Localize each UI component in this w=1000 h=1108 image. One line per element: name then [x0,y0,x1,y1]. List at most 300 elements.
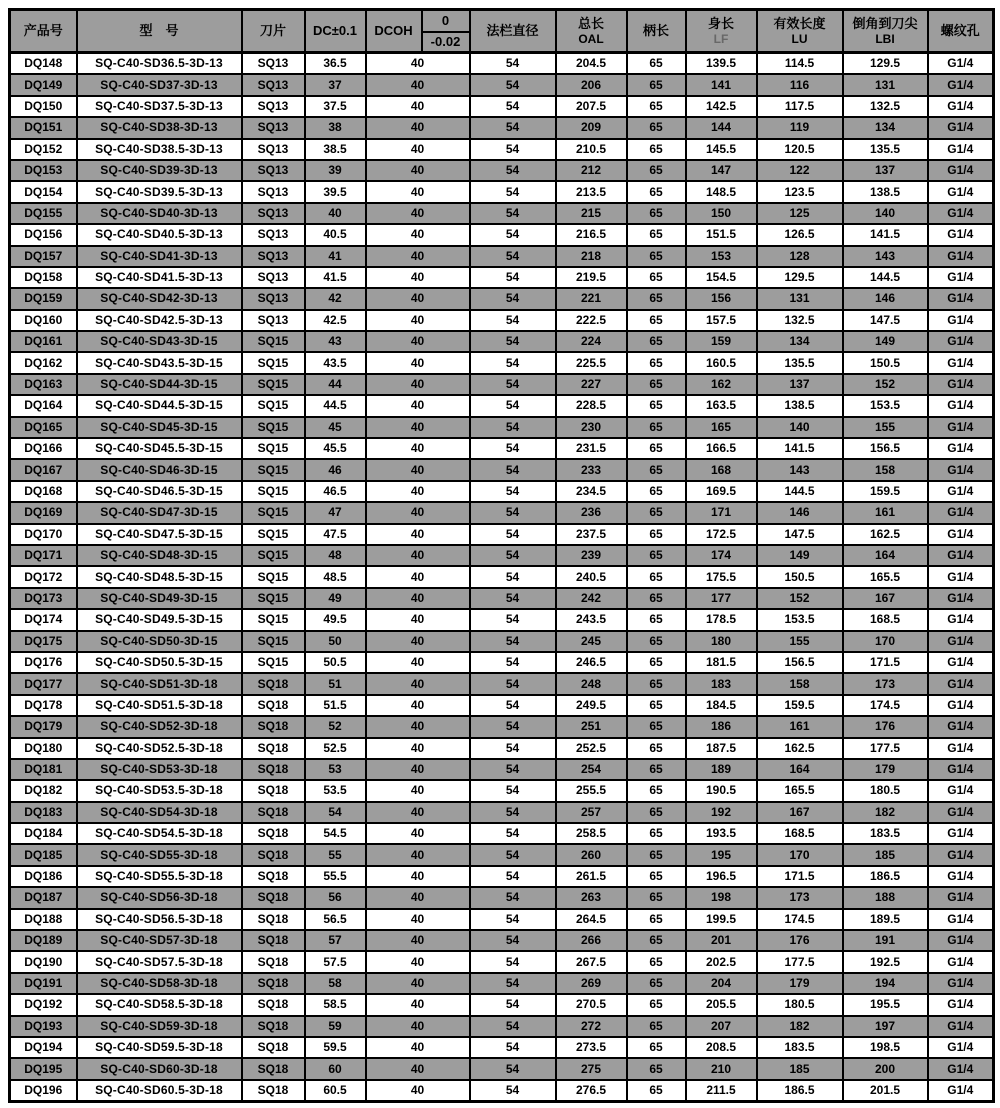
cell-shank: 65 [627,374,686,395]
cell-shank: 65 [627,909,686,930]
cell-thread: G1/4 [928,74,994,95]
cell-shank: 65 [627,1058,686,1079]
cell-product: DQ181 [10,759,77,780]
cell-dc: 46.5 [305,481,366,502]
cell-blade: SQ13 [242,160,305,181]
cell-model: SQ-C40-SD45-3D-15 [77,417,242,438]
cell-lf: 204 [686,973,757,994]
cell-flange: 54 [470,566,556,587]
cell-oal: 237.5 [556,524,627,545]
cell-lbi: 162.5 [843,524,928,545]
cell-shank: 65 [627,930,686,951]
cell-product: DQ194 [10,1037,77,1058]
cell-dc: 48 [305,545,366,566]
cell-lbi: 131 [843,74,928,95]
header-effective-length-en: LU [791,31,808,46]
cell-blade: SQ13 [242,74,305,95]
cell-product: DQ195 [10,1058,77,1079]
cell-lf: 157.5 [686,310,757,331]
cell-lu: 147.5 [757,524,843,545]
cell-dcoh: 40 [366,1016,470,1037]
cell-product: DQ175 [10,631,77,652]
cell-dcoh: 40 [366,96,470,117]
cell-lf: 175.5 [686,566,757,587]
header-chamfer-to-tip-cn: 倒角到刀尖 [852,16,918,32]
cell-lf: 150 [686,203,757,224]
cell-dc: 59.5 [305,1037,366,1058]
cell-shank: 65 [627,866,686,887]
cell-dcoh: 40 [366,139,470,160]
header-overall-length-en: OAL [578,31,604,46]
cell-dc: 57 [305,930,366,951]
cell-dcoh: 40 [366,1080,470,1102]
cell-flange: 54 [470,203,556,224]
cell-dcoh: 40 [366,395,470,416]
cell-blade: SQ18 [242,951,305,972]
cell-oal: 254 [556,759,627,780]
cell-lu: 173 [757,887,843,908]
cell-product: DQ189 [10,930,77,951]
cell-flange: 54 [470,1080,556,1102]
cell-oal: 239 [556,545,627,566]
table-row [10,802,994,823]
cell-product: DQ150 [10,96,77,117]
header-blade: 刀片 [242,10,305,53]
cell-shank: 65 [627,96,686,117]
cell-thread: G1/4 [928,481,994,502]
cell-thread: G1/4 [928,374,994,395]
cell-product: DQ157 [10,246,77,267]
cell-lf: 190.5 [686,780,757,801]
cell-dc: 43.5 [305,352,366,373]
cell-shank: 65 [627,267,686,288]
cell-lf: 162 [686,374,757,395]
cell-model: SQ-C40-SD44-3D-15 [77,374,242,395]
cell-oal: 249.5 [556,695,627,716]
cell-lu: 143 [757,459,843,480]
cell-lf: 151.5 [686,224,757,245]
cell-dc: 40 [305,203,366,224]
cell-blade: SQ15 [242,631,305,652]
cell-product: DQ158 [10,267,77,288]
cell-dc: 58 [305,973,366,994]
cell-model: SQ-C40-SD52-3D-18 [77,716,242,737]
cell-dcoh: 40 [366,994,470,1015]
cell-lu: 182 [757,1016,843,1037]
cell-dc: 44 [305,374,366,395]
cell-model: SQ-C40-SD36.5-3D-13 [77,53,242,75]
cell-shank: 65 [627,738,686,759]
cell-oal: 269 [556,973,627,994]
cell-oal: 267.5 [556,951,627,972]
cell-blade: SQ15 [242,502,305,523]
cell-lbi: 135.5 [843,139,928,160]
cell-flange: 54 [470,951,556,972]
cell-dcoh: 40 [366,631,470,652]
cell-oal: 258.5 [556,823,627,844]
cell-dc: 54 [305,802,366,823]
cell-oal: 218 [556,246,627,267]
cell-lbi: 141.5 [843,224,928,245]
cell-thread: G1/4 [928,1037,994,1058]
cell-shank: 65 [627,502,686,523]
cell-dc: 55 [305,844,366,865]
cell-lbi: 149 [843,331,928,352]
cell-dc: 37.5 [305,96,366,117]
cell-dc: 52 [305,716,366,737]
cell-product: DQ185 [10,844,77,865]
cell-lu: 120.5 [757,139,843,160]
cell-dcoh: 40 [366,331,470,352]
cell-product: DQ188 [10,909,77,930]
cell-lu: 134 [757,331,843,352]
cell-lf: 160.5 [686,352,757,373]
cell-lbi: 183.5 [843,823,928,844]
cell-shank: 65 [627,951,686,972]
cell-thread: G1/4 [928,524,994,545]
header-chamfer-to-tip-en: LBI [875,31,895,46]
cell-lu: 156.5 [757,652,843,673]
cell-blade: SQ18 [242,673,305,694]
cell-blade: SQ15 [242,352,305,373]
cell-flange: 54 [470,374,556,395]
cell-dcoh: 40 [366,246,470,267]
table-row [10,203,994,224]
header-body-length-en: LF [713,31,729,46]
cell-oal: 245 [556,631,627,652]
cell-shank: 65 [627,246,686,267]
header-flange-diameter: 法栏直径 [470,10,556,53]
table-row [10,96,994,117]
cell-blade: SQ13 [242,224,305,245]
cell-lu: 140 [757,417,843,438]
cell-flange: 54 [470,1058,556,1079]
cell-shank: 65 [627,652,686,673]
cell-model: SQ-C40-SD58-3D-18 [77,973,242,994]
cell-lu: 161 [757,716,843,737]
cell-blade: SQ18 [242,780,305,801]
cell-lbi: 140 [843,203,928,224]
cell-lf: 166.5 [686,438,757,459]
cell-product: DQ167 [10,459,77,480]
cell-lbi: 144.5 [843,267,928,288]
cell-dcoh: 40 [366,203,470,224]
cell-lf: 192 [686,802,757,823]
cell-thread: G1/4 [928,566,994,587]
cell-flange: 54 [470,631,556,652]
cell-thread: G1/4 [928,1080,994,1102]
cell-lf: 139.5 [686,53,757,75]
table-row [10,502,994,523]
cell-lf: 145.5 [686,139,757,160]
cell-lbi: 197 [843,1016,928,1037]
table-row [10,780,994,801]
cell-lu: 158 [757,673,843,694]
cell-oal: 222.5 [556,310,627,331]
cell-model: SQ-C40-SD58.5-3D-18 [77,994,242,1015]
cell-lbi: 150.5 [843,352,928,373]
table-row [10,588,994,609]
cell-flange: 54 [470,139,556,160]
cell-lf: 184.5 [686,695,757,716]
table-row [10,374,994,395]
cell-blade: SQ18 [242,866,305,887]
cell-product: DQ196 [10,1080,77,1102]
cell-lu: 155 [757,631,843,652]
table-row [10,1016,994,1037]
cell-model: SQ-C40-SD56-3D-18 [77,887,242,908]
cell-model: SQ-C40-SD41.5-3D-13 [77,267,242,288]
cell-thread: G1/4 [928,331,994,352]
cell-blade: SQ15 [242,524,305,545]
cell-blade: SQ18 [242,887,305,908]
cell-lf: 201 [686,930,757,951]
cell-lf: 211.5 [686,1080,757,1102]
cell-flange: 54 [470,53,556,75]
cell-lu: 171.5 [757,866,843,887]
cell-lbi: 167 [843,588,928,609]
cell-lf: 180 [686,631,757,652]
cell-shank: 65 [627,759,686,780]
cell-thread: G1/4 [928,160,994,181]
cell-shank: 65 [627,117,686,138]
cell-dc: 49.5 [305,609,366,630]
cell-dcoh: 40 [366,160,470,181]
cell-lu: 116 [757,74,843,95]
table-row [10,74,994,95]
cell-oal: 224 [556,331,627,352]
cell-flange: 54 [470,352,556,373]
cell-model: SQ-C40-SD45.5-3D-15 [77,438,242,459]
cell-dcoh: 40 [366,374,470,395]
cell-dc: 56 [305,887,366,908]
cell-flange: 54 [470,524,556,545]
cell-lbi: 194 [843,973,928,994]
cell-dcoh: 40 [366,716,470,737]
cell-oal: 225.5 [556,352,627,373]
cell-thread: G1/4 [928,887,994,908]
cell-dcoh: 40 [366,502,470,523]
cell-lu: 174.5 [757,909,843,930]
cell-flange: 54 [470,117,556,138]
cell-lf: 196.5 [686,866,757,887]
cell-lu: 119 [757,117,843,138]
cell-blade: SQ15 [242,438,305,459]
cell-lf: 141 [686,74,757,95]
cell-dcoh: 40 [366,481,470,502]
cell-model: SQ-C40-SD50.5-3D-15 [77,652,242,673]
cell-lbi: 153.5 [843,395,928,416]
cell-oal: 204.5 [556,53,627,75]
cell-lu: 176 [757,930,843,951]
cell-product: DQ184 [10,823,77,844]
cell-blade: SQ13 [242,246,305,267]
cell-thread: G1/4 [928,802,994,823]
cell-model: SQ-C40-SD40-3D-13 [77,203,242,224]
table-row [10,246,994,267]
cell-lu: 185 [757,1058,843,1079]
cell-oal: 246.5 [556,652,627,673]
cell-lf: 178.5 [686,609,757,630]
cell-lbi: 164 [843,545,928,566]
cell-dcoh: 40 [366,802,470,823]
cell-product: DQ179 [10,716,77,737]
cell-shank: 65 [627,973,686,994]
cell-lu: 123.5 [757,181,843,202]
cell-dcoh: 40 [366,459,470,480]
cell-thread: G1/4 [928,844,994,865]
cell-dc: 53 [305,759,366,780]
cell-shank: 65 [627,780,686,801]
cell-model: SQ-C40-SD43.5-3D-15 [77,352,242,373]
cell-product: DQ173 [10,588,77,609]
cell-dc: 49 [305,588,366,609]
cell-oal: 257 [556,802,627,823]
cell-blade: SQ18 [242,930,305,951]
table-row [10,417,994,438]
cell-oal: 207.5 [556,96,627,117]
cell-lu: 162.5 [757,738,843,759]
table-row [10,695,994,716]
cell-blade: SQ18 [242,1080,305,1102]
cell-lbi: 177.5 [843,738,928,759]
cell-product: DQ168 [10,481,77,502]
cell-shank: 65 [627,181,686,202]
cell-thread: G1/4 [928,117,994,138]
cell-thread: G1/4 [928,459,994,480]
cell-lf: 165 [686,417,757,438]
cell-lf: 174 [686,545,757,566]
cell-dc: 46 [305,459,366,480]
cell-shank: 65 [627,1037,686,1058]
cell-lu: 186.5 [757,1080,843,1102]
cell-shank: 65 [627,887,686,908]
cell-shank: 65 [627,160,686,181]
cell-dc: 48.5 [305,566,366,587]
cell-shank: 65 [627,224,686,245]
cell-thread: G1/4 [928,352,994,373]
cell-lu: 179 [757,973,843,994]
cell-flange: 54 [470,866,556,887]
cell-flange: 54 [470,459,556,480]
table-row [10,759,994,780]
cell-oal: 272 [556,1016,627,1037]
cell-dc: 55.5 [305,866,366,887]
cell-lbi: 174.5 [843,695,928,716]
table-row [10,716,994,737]
cell-flange: 54 [470,738,556,759]
cell-shank: 65 [627,823,686,844]
table-row [10,994,994,1015]
cell-lbi: 180.5 [843,780,928,801]
table-body [10,53,994,1102]
cell-blade: SQ13 [242,203,305,224]
cell-lf: 153 [686,246,757,267]
cell-thread: G1/4 [928,588,994,609]
cell-oal: 251 [556,716,627,737]
cell-model: SQ-C40-SD39.5-3D-13 [77,181,242,202]
cell-flange: 54 [470,802,556,823]
cell-lbi: 158 [843,459,928,480]
header-body-length-cn: 身长 [707,16,734,32]
cell-flange: 54 [470,909,556,930]
cell-lbi: 191 [843,930,928,951]
cell-flange: 54 [470,545,556,566]
cell-lbi: 189.5 [843,909,928,930]
cell-oal: 236 [556,502,627,523]
cell-flange: 54 [470,246,556,267]
cell-lf: 172.5 [686,524,757,545]
cell-oal: 273.5 [556,1037,627,1058]
cell-dcoh: 40 [366,823,470,844]
cell-dcoh: 40 [366,267,470,288]
header-dcoh-tolerance-upper: 0 [422,10,470,33]
cell-blade: SQ15 [242,481,305,502]
cell-shank: 65 [627,716,686,737]
cell-blade: SQ18 [242,823,305,844]
cell-thread: G1/4 [928,994,994,1015]
cell-flange: 54 [470,181,556,202]
cell-shank: 65 [627,310,686,331]
cell-dc: 51.5 [305,695,366,716]
cell-shank: 65 [627,417,686,438]
cell-product: DQ153 [10,160,77,181]
cell-lbi: 146 [843,288,928,309]
cell-oal: 263 [556,887,627,908]
cell-flange: 54 [470,716,556,737]
header-effective-length [757,10,843,53]
cell-dcoh: 40 [366,438,470,459]
cell-dc: 45.5 [305,438,366,459]
cell-model: SQ-C40-SD48.5-3D-15 [77,566,242,587]
cell-dcoh: 40 [366,887,470,908]
table-row [10,738,994,759]
cell-flange: 54 [470,930,556,951]
cell-dcoh: 40 [366,181,470,202]
cell-lbi: 182 [843,802,928,823]
cell-blade: SQ18 [242,1058,305,1079]
cell-dcoh: 40 [366,224,470,245]
cell-lf: 154.5 [686,267,757,288]
cell-lbi: 186.5 [843,866,928,887]
cell-blade: SQ13 [242,139,305,160]
cell-flange: 54 [470,994,556,1015]
cell-oal: 260 [556,844,627,865]
table-row [10,866,994,887]
cell-dcoh: 40 [366,1037,470,1058]
header-dcoh: DCOH [366,10,422,53]
cell-model: SQ-C40-SD60.5-3D-18 [77,1080,242,1102]
cell-model: SQ-C40-SD53-3D-18 [77,759,242,780]
cell-model: SQ-C40-SD38.5-3D-13 [77,139,242,160]
cell-dcoh: 40 [366,759,470,780]
table-row [10,1037,994,1058]
cell-lf: 142.5 [686,96,757,117]
header-overall-length-cn: 总长 [577,16,604,32]
cell-flange: 54 [470,438,556,459]
cell-lf: 198 [686,887,757,908]
cell-lbi: 143 [843,246,928,267]
cell-product: DQ155 [10,203,77,224]
cell-dcoh: 40 [366,909,470,930]
cell-product: DQ183 [10,802,77,823]
product-spec-table [8,8,995,1103]
cell-product: DQ166 [10,438,77,459]
cell-oal: 219.5 [556,267,627,288]
cell-model: SQ-C40-SD42-3D-13 [77,288,242,309]
cell-model: SQ-C40-SD41-3D-13 [77,246,242,267]
cell-dcoh: 40 [366,866,470,887]
